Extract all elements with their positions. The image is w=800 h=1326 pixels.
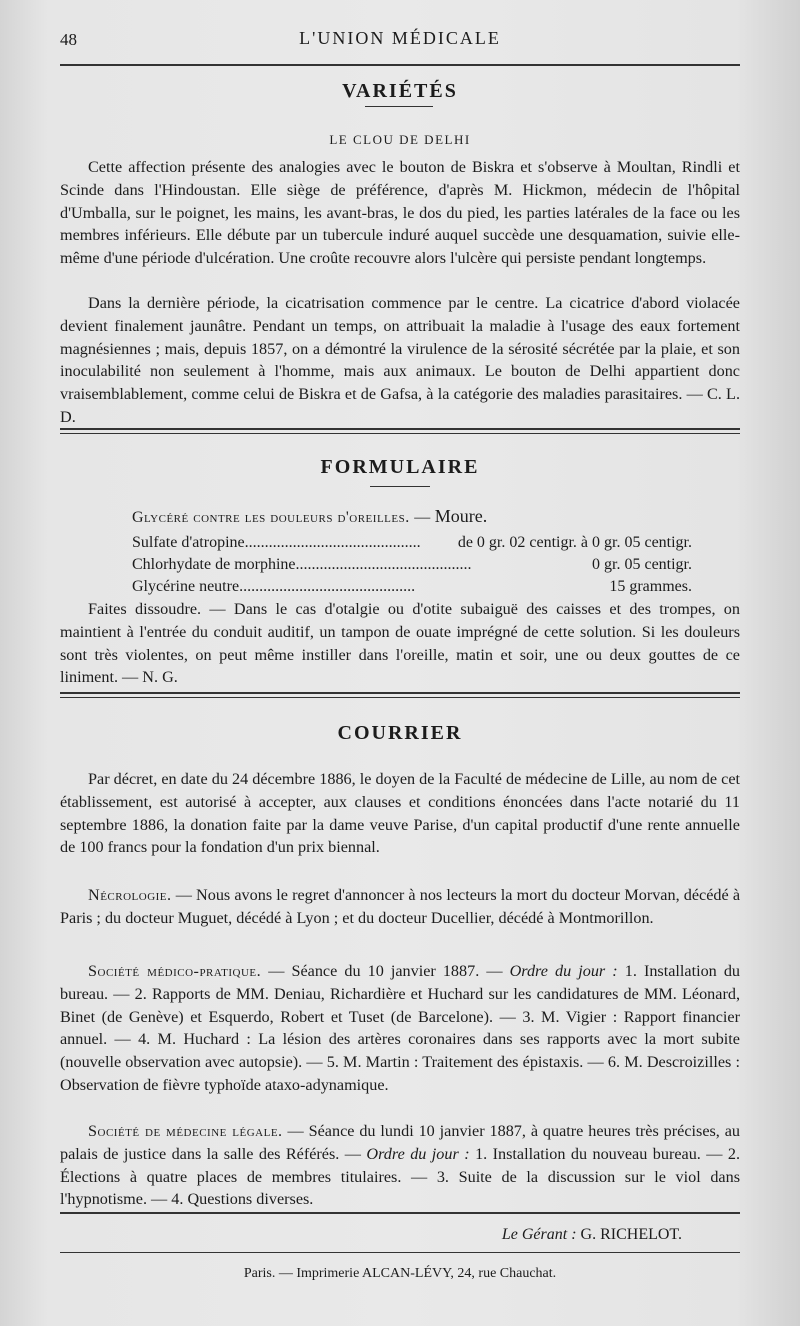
printer-imprint: Paris. — Imprimerie ALCAN-LÉVY, 24, rue Chauchat. <box>243 1266 557 1281</box>
smp-ordre-du-jour: Ordre du jour : <box>509 962 618 980</box>
necrologie-label: Nécrologie. <box>88 886 172 904</box>
recipe-title-line <box>132 506 487 527</box>
varietes-paragraph-1: Cette affection présente des analogies avec le bouton de Biskra et s'observe à Moultan, Rindli et Scinde dans l'Hindoustan. Elle siège de préférence, d'après M. Hickmon, médecin de l'hôpital d'Umballa, sur le poignet, les mains, les avant-bras, le dos du pied, les parties latérales de la face ou les membres inférieurs. Elle débute par un tubercule induré auquel succède une desquamation, suivie elle-même d'une période d'ulcération. Une croûte recouvre alors l'ulcère qui persiste pendant longtemps. <box>60 158 740 268</box>
ingredient-row <box>132 532 692 554</box>
ingredient-name: Sulfate d'atropine............................................ <box>132 534 421 551</box>
necrologie-paragraph <box>60 884 740 930</box>
heading-underline <box>365 106 433 107</box>
necrologie-text: — Nous avons le regret d'annoncer à nos lecteurs la mort du docteur Morvan, décédé à Paris ; du docteur Muguet, décédé à Lyon ; et du docteur Ducellier, décédé à Montmorillon. <box>60 886 741 927</box>
section-heading-courrier: COURRIER <box>337 722 463 744</box>
article-subheading: LE CLOU DE DELHI <box>329 132 471 147</box>
societe-medecine-legale-paragraph: Société de médecine légale. — Séance du lundi 10 janvier 1887, à quatre heures très précises, au palais de justice dans la salle des Référés. — Ordre du jour : 1. Installation du nouveau bureau. — 2. Élections à quatre places de membres titulaires. — 3. Suite de la discussion sur le viol dans l'hypnotisme. — 4. Questions diverses. <box>60 1122 741 1209</box>
ingredient-dose: de 0 gr. 02 centigr. à 0 gr. 05 centigr. <box>457 534 692 551</box>
page-number: 48 <box>60 30 77 49</box>
recipe-author: Moure. <box>434 506 488 526</box>
section-rule <box>60 428 740 430</box>
ingredient-row <box>132 576 692 598</box>
ingredient-list <box>132 532 692 598</box>
gerant-signature <box>502 1226 682 1244</box>
section-heading-varietes: VARIÉTÉS <box>342 80 458 102</box>
section-heading-formulaire: FORMULAIRE <box>320 456 480 478</box>
running-title: L'UNION MÉDICALE <box>299 28 501 48</box>
smp-label: Société médico-pratique. <box>88 962 262 980</box>
imprint-rule <box>60 1252 740 1253</box>
section-rule <box>60 692 740 694</box>
footer-rule <box>60 1212 740 1214</box>
formulaire-instructions: Faites dissoudre. — Dans le cas d'otalgie ou d'otite subaiguë des caisses et des trompes, on maintient à l'entrée du conduit auditif, un tampon de ouate imprégné de cette solution. Si les douleurs sont très violentes, on peut même instiller dans l'oreille, matin et soir, une ou deux gouttes de ce liniment. — N. G. <box>60 600 740 687</box>
ingredient-row <box>132 554 692 576</box>
ingredient-name: Chlorhydate de morphine............................................ <box>132 556 472 573</box>
heading-underline <box>370 486 430 487</box>
societe-medico-pratique-paragraph: Société médico-pratique. — Séance du 10 janvier 1887. — Ordre du jour : 1. Installation du bureau. — 2. Rapports de MM. Deniau, Richardière et Huchard sur les candidatures de MM. Léonard, Binet (de Genève) et Esquerdo, Robert et Tuset (de Barcelone). — 3. M. Vigier : Rapport financier annuel. — 4. M. Huchard : La lésion des artères coronaires dans ses rapports avec la mort subite (nouvelle observation avec autopsie). — 5. M. Martin : Traitement des épistaxis. — 6. M. Descroizilles : Observation de fièvre typhoïde ataxo-adynamique. <box>60 962 741 1094</box>
ingredient-name: Glycérine neutre............................................ <box>132 578 416 595</box>
section-rule-thin <box>60 433 740 434</box>
courrier-decree-paragraph: Par décret, en date du 24 décembre 1886, le doyen de la Faculté de médecine de Lille, au nom de cet établissement, est autorisé à accepter, aux clauses et conditions énoncées dans l'acte notarié du 11 septembre 1886, la donation faite par la dame veuve Parise, d'un capital productif d'une rente annuelle de 100 francs pour la fondation d'un prix biennal. <box>60 770 740 857</box>
header-rule <box>60 64 740 66</box>
gerant-label: Le Gérant : <box>501 1226 577 1243</box>
varietes-paragraph-2: Dans la dernière période, la cicatrisation commence par le centre. La cicatrice d'abord violacée devient finalement jaunâtre. Pendant un temps, on attribuait la maladie à l'usage des eaux fortement magnésiennes ; mais, depuis 1857, on a démontré la virulence de la sérosité sécrétée par la plaie, et son inoculabilité non seulement à l'homme, mais aux animaux. Le bouton de Delhi appartient donc vraisemblablement, comme celui de Biskra et de Gafsa, à la catégorie des maladies parasitaires. — C. L. D. <box>60 294 740 426</box>
section-rule-thin <box>60 697 740 698</box>
ingredient-dose: 15 grammes. <box>609 578 692 595</box>
sml-ordre-du-jour: Ordre du jour : <box>366 1144 470 1163</box>
sml-label: Société de médecine légale. <box>88 1122 283 1140</box>
ingredient-dose: 0 gr. 05 centigr. <box>592 556 692 573</box>
recipe-title: Glycéré contre les douleurs d'oreilles. — <box>132 509 431 526</box>
gerant-name: G. RICHELOT. <box>580 1226 682 1243</box>
